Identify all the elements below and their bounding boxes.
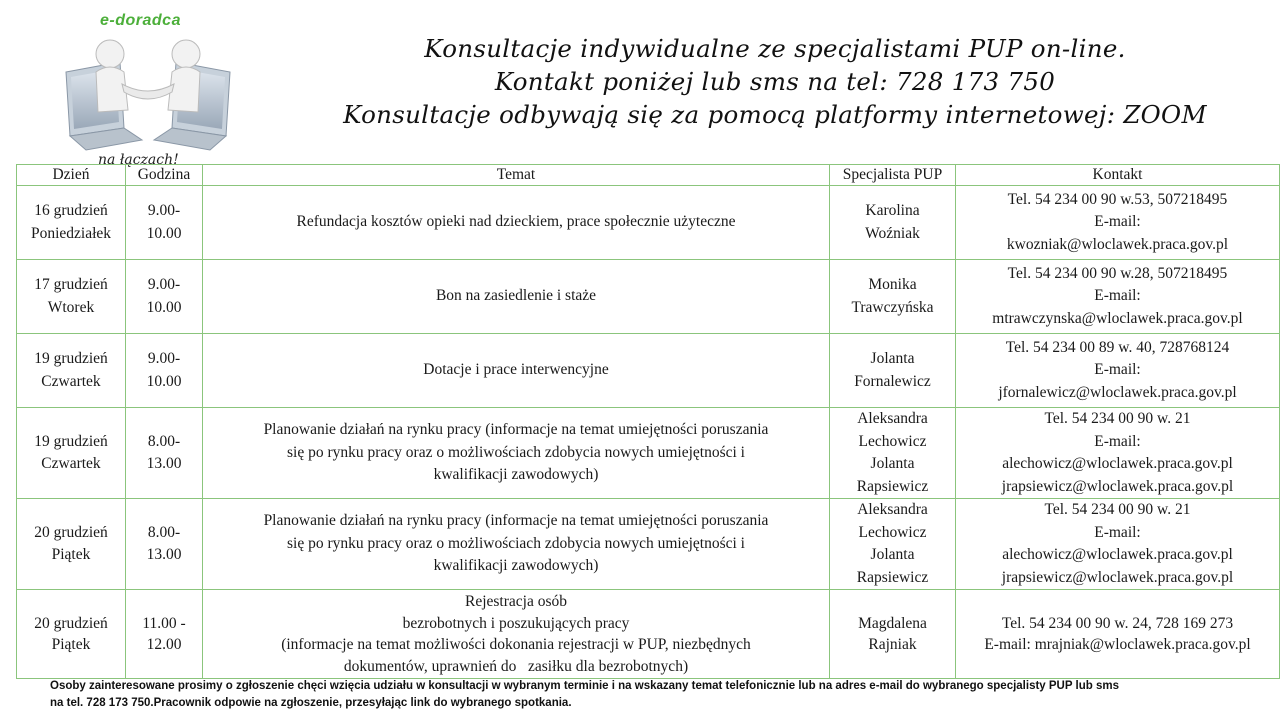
email-link[interactable]: jrapsiewicz@wloclawek.praca.gov.pl <box>1001 568 1234 586</box>
hours-cell: 9.00- 10.00 <box>126 186 203 260</box>
topic-cell: Bon na zasiedlenie i staże <box>203 260 830 334</box>
day-cell: 20 grudzień Piątek <box>17 499 126 590</box>
page-header <box>270 32 1280 131</box>
topic-cell: Planowanie działań na rynku pracy (informacje na temat umiejętności poruszania się po rynku pracy oraz o możliwościach zdobycia nowych umiejętności i kwalifikacji zawodowych) <box>203 499 830 590</box>
schedule-table <box>16 164 1280 679</box>
table-row <box>17 334 1280 408</box>
column-header-specialist: Specjalista PUP <box>830 165 956 186</box>
topic-cell: Rejestracja osób bezrobotnych i poszukujących pracy (informacje na temat możliwości dokonania rejestracji w PUP, niezbędnych dokumentów, uprawnień do zasiłku dla bezrobotnych) <box>203 590 830 679</box>
handshake-laptops-icon <box>58 32 238 152</box>
contact-cell: Tel. 54 234 00 90 w.28, 507218495 E-mail: mtrawczynska@wloclawek.praca.gov.pl <box>956 260 1280 334</box>
contact-cell: Tel. 54 234 00 90 w. 21 E-mail: alechowicz@wloclawek.praca.gov.pl jrapsiewicz@wloclawek.praca.gov.pl <box>956 408 1280 499</box>
day-cell: 19 grudzień Czwartek <box>17 334 126 408</box>
header-line-1: Konsultacje indywidualne ze specjalistami PUP on-line. <box>424 34 1126 63</box>
table-row <box>17 408 1280 499</box>
contact-cell: Tel. 54 234 00 90 w.53, 507218495 E-mail: kwozniak@wloclawek.praca.gov.pl <box>956 186 1280 260</box>
contact-cell: Tel. 54 234 00 89 w. 40, 728768124 E-mail: jfornalewicz@wloclawek.praca.gov.pl <box>956 334 1280 408</box>
email-link[interactable]: E-mail: mrajniak@wloclawek.praca.gov.pl <box>984 636 1251 653</box>
day-cell: 17 grudzień Wtorek <box>17 260 126 334</box>
footer-line-1: Osoby zainteresowane prosimy o zgłoszenie chęci wzięcia udziału w konsultacji w wybranym terminie i na wskazany temat telefonicznie lub na adres e-mail do wybranego specjalisty PUP lub sms <box>50 680 1119 692</box>
logo <box>40 6 270 176</box>
specialist-cell: Aleksandra Lechowicz Jolanta Rapsiewicz <box>830 408 956 499</box>
email-link[interactable]: jfornalewicz@wloclawek.praca.gov.pl <box>998 383 1237 401</box>
day-cell: 19 grudzień Czwartek <box>17 408 126 499</box>
footer-note <box>50 678 1270 712</box>
table-row <box>17 186 1280 260</box>
specialist-cell: Aleksandra Lechowicz Jolanta Rapsiewicz <box>830 499 956 590</box>
header-line-3: Konsultacje odbywają się za pomocą platformy internetowej: ZOOM <box>343 100 1207 129</box>
table-row <box>17 590 1280 679</box>
email-link[interactable]: kwozniak@wloclawek.praca.gov.pl <box>1006 235 1229 253</box>
email-link[interactable]: jrapsiewicz@wloclawek.praca.gov.pl <box>1001 477 1234 495</box>
hours-cell: 9.00- 10.00 <box>126 334 203 408</box>
hours-cell: 8.00- 13.00 <box>126 499 203 590</box>
logo-brand: e-doradca <box>100 12 181 29</box>
email-link[interactable]: alechowicz@wloclawek.praca.gov.pl <box>1002 546 1233 563</box>
topic-cell: Dotacje i prace interwencyjne <box>203 334 830 408</box>
specialist-cell: Magdalena Rajniak <box>830 590 956 679</box>
hours-cell: 9.00- 10.00 <box>126 260 203 334</box>
topic-cell: Refundacja kosztów opieki nad dzieckiem, prace społecznie użyteczne <box>203 186 830 260</box>
topic-cell: Planowanie działań na rynku pracy (informacje na temat umiejętności poruszania się po rynku pracy oraz o możliwościach zdobycia nowych umiejętności i kwalifikacji zawodowych) <box>203 408 830 499</box>
column-header-contact: Kontakt <box>956 165 1280 186</box>
column-header-hour: Godzina <box>126 165 203 186</box>
header-line-2: Kontakt poniżej lub sms na tel: 728 173 750 <box>494 67 1056 96</box>
footer-line-2: na tel. 728 173 750.Pracownik odpowie na zgłoszenie, przesyłając link do wybranego spotkania. <box>50 697 572 709</box>
day-cell: 20 grudzień Piątek <box>17 590 126 679</box>
contact-cell: Tel. 54 234 00 90 w. 21 E-mail: alechowicz@wloclawek.praca.gov.pl jrapsiewicz@wloclawek.praca.gov.pl <box>956 499 1280 590</box>
specialist-cell: Monika Trawczyńska <box>830 260 956 334</box>
specialist-cell: Jolanta Fornalewicz <box>830 334 956 408</box>
day-cell: 16 grudzień Poniedziałek <box>17 186 126 260</box>
specialist-cell: Karolina Woźniak <box>830 186 956 260</box>
logo-tagline: na łączach! <box>94 152 183 168</box>
table-row <box>17 260 1280 334</box>
column-header-topic: Temat <box>203 165 830 186</box>
email-link[interactable]: mtrawczynska@wloclawek.praca.gov.pl <box>992 309 1243 327</box>
table-row <box>17 499 1280 590</box>
contact-cell: Tel. 54 234 00 90 w. 24, 728 169 273 E-mail: mrajniak@wloclawek.praca.gov.pl <box>956 590 1280 679</box>
hours-cell: 8.00- 13.00 <box>126 408 203 499</box>
email-link[interactable]: alechowicz@wloclawek.praca.gov.pl <box>1002 455 1233 472</box>
column-header-day: Dzień <box>17 165 126 186</box>
hours-cell: 11.00 - 12.00 <box>126 590 203 679</box>
table-header-row <box>17 165 1280 186</box>
